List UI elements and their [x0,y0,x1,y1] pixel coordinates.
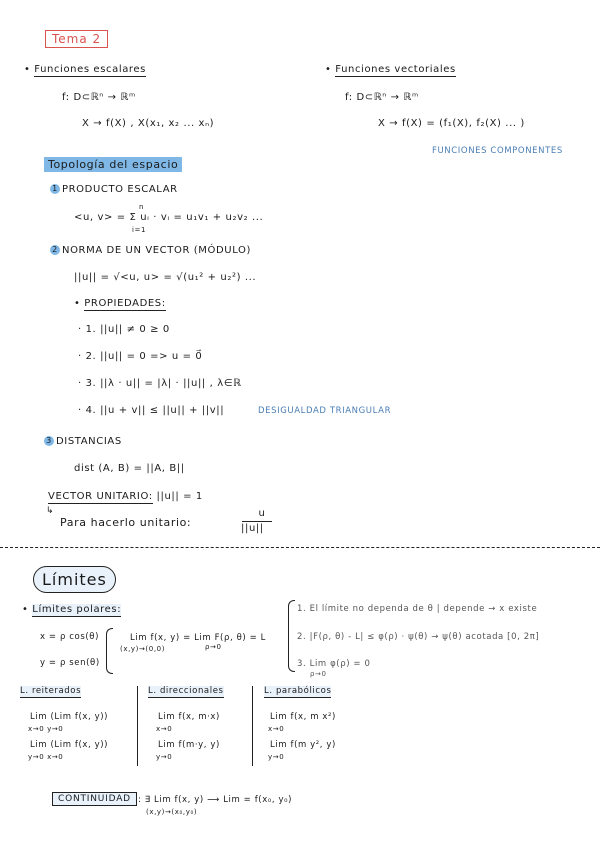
limites-polares-heading [22,604,121,615]
polar-limit-formula: Lim f(x, y) = Lim F(ρ, θ) = L [130,633,266,643]
topologia-heading [44,158,182,171]
propiedad-2 [78,351,202,362]
parabolicos-label: L. parabólicos [264,686,332,696]
parabolicos-heading [264,686,331,696]
propiedad-1 [78,324,170,335]
polar-condition-3-sub: ρ→0 [310,670,327,678]
reiterados-sub-1: x→0 y→0 [28,725,64,733]
bullet-dot: · [78,378,86,389]
reiterados-sub-2: y→0 x→0 [28,753,64,761]
column-divider-1 [137,686,138,766]
desigualdad-triangular-note: DESIGUALDAD TRIANGULAR [258,406,392,416]
direccionales-lim-1: Lim f(x, m·x) [158,712,220,722]
number-badge: 2 [50,245,60,255]
polar-limit-sub2: ρ→0 [205,643,222,651]
polar-condition-3: 3. Lim φ(ρ) = 0 [297,659,371,669]
distancias-label: DISTANCIAS [56,436,122,447]
number-badge: 3 [44,436,54,446]
number-badge: 1 [50,184,60,194]
producto-escalar-formula: <u, v> = Σ uᵢ · vᵢ = u₁v₁ + u₂v₂ ... [74,212,264,223]
page-title: Tema 2 [45,30,108,48]
parabolicos-sub-1: x→0 [268,725,285,733]
vector-unitario-label: VECTOR UNITARIO: [48,491,153,502]
sum-lower-limit: i=1 [132,226,147,234]
escalares-mapping: X → f(X) , X(x₁, x₂ ... xₙ) [82,118,215,129]
vector-unitario-hint: Para hacerlo unitario: [60,516,192,529]
vectoriales-definition: f: D⊂ℝⁿ → ℝᵐ [345,92,419,103]
direccionales-heading [148,686,224,696]
polar-condition-1: 1. El límite no dependa de θ | depende → x existe [297,604,538,614]
fraction-numerator: u [258,508,266,519]
bullet-dot: • [74,298,85,309]
bullet-dot: · [78,324,86,335]
producto-escalar-title [50,184,178,195]
norma-label: NORMA DE UN VECTOR (MÓDULO) [62,245,251,256]
norma-title [50,245,251,256]
vectoriales-mapping: X → f(X) = (f₁(X), f₂(X) ... ) [378,118,525,129]
funciones-vectoriales-label: Funciones vectoriales [335,64,456,75]
polar-limit-sub1: (x,y)→(0,0) [120,645,166,653]
section-divider [0,547,600,548]
left-brace [106,628,113,674]
polar-y: y = ρ sen(θ) [40,658,100,668]
continuidad-sub: (x,y)→(x₀,y₀) [146,808,198,816]
funciones-componentes-note: FUNCIONES COMPONENTES [432,146,563,156]
direccionales-label: L. direccionales [148,686,224,696]
norma-formula: ||u|| = √<u, u> = √(u₁² + u₂²) ... [74,272,257,283]
return-arrow-icon: ↳ [46,506,55,516]
continuidad-formula: : ∃ Lim f(x, y) ⟶ Lim = f(x₀, y₀) [138,795,293,805]
bullet-dot: • [22,604,33,615]
producto-escalar-label: PRODUCTO ESCALAR [62,184,178,195]
distancias-formula: dist (A, B) = ||A, B|| [74,463,185,474]
reiterados-heading [20,686,81,696]
conditions-brace [288,600,295,672]
reiterados-lim-1: Lim (Lim f(x, y)) [30,712,109,722]
bullet-dot: • [325,64,336,75]
bullet-escalares [24,64,146,75]
propiedades-label: PROPIEDADES: [84,298,166,309]
parabolicos-sub-2: y→0 [268,753,285,761]
vector-unitario-row [48,491,203,502]
distancias-title [44,436,122,447]
fraction-bar [242,521,272,522]
reiterados-label: L. reiterados [20,686,82,696]
polar-x: x = ρ cos(θ) [40,632,99,642]
parabolicos-lim-1: Lim f(x, m x²) [270,712,336,722]
topologia-heading-text: Topología del espacio [44,157,182,172]
bullet-vectoriales [325,64,456,75]
propiedad-3 [78,378,242,389]
propiedad-3-text: 3. ||λ · u|| = |λ| · ||u|| , λ∈ℝ [85,378,242,389]
column-divider-2 [252,686,253,766]
propiedad-1-text: 1. ||u|| ≠ 0 ≥ 0 [85,324,170,335]
direccionales-lim-2: Lim f(m·y, y) [158,740,220,750]
bullet-dot: · [78,405,86,416]
polar-condition-2: 2. |F(ρ, θ) - L| ≤ φ(ρ) · ψ(θ) → ψ(θ) acotada [0, 2π] [297,632,540,642]
propiedad-2-text: 2. ||u|| = 0 => u = 0⃗ [85,351,203,362]
propiedad-4 [78,405,224,416]
limites-polares-label: Límites polares: [32,604,122,615]
bullet-dot: • [24,64,35,75]
sum-upper-limit: n [139,203,145,211]
funciones-escalares-label: Funciones escalares [34,64,146,75]
reiterados-lim-2: Lim (Lim f(x, y)) [30,740,109,750]
propiedad-4-text: 4. ||u + v|| ≤ ||u|| + ||v|| [85,405,225,416]
escalares-definition: f: D⊂ℝⁿ → ℝᵐ [62,92,136,103]
vector-unitario-formula: ||u|| = 1 [156,491,203,502]
propiedades-heading [74,298,166,309]
parabolicos-lim-2: Lim f(m y², y) [270,740,336,750]
direccionales-sub-2: y→0 [156,753,173,761]
direccionales-sub-1: x→0 [156,725,173,733]
bullet-dot: · [78,351,86,362]
continuidad-box: CONTINUIDAD [52,792,137,806]
limites-heading: Límites [33,566,116,593]
fraction-denominator: ||u|| [241,523,264,534]
